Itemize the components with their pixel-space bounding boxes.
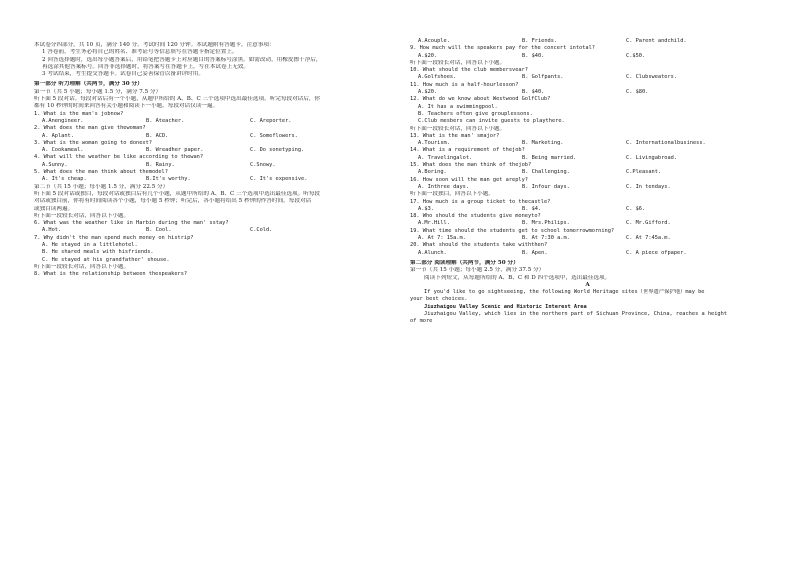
option-c[interactable]: C.$50. <box>626 52 646 59</box>
part1-sec2-title: 第二节（共 15 小题；每小题 1.5 分，满分 22.5 分） <box>34 183 169 190</box>
option-a[interactable]: A. Aplant. <box>42 132 74 139</box>
question-19-options <box>410 235 765 242</box>
option-c[interactable]: C. At 7:45a.m. <box>626 235 671 242</box>
question-4-options <box>34 162 399 169</box>
option-c[interactable]: C. Livingabroad. <box>626 154 678 161</box>
option-b[interactable]: B. Golfpants. <box>522 74 564 81</box>
option-c[interactable]: C.Snowy. <box>250 161 276 168</box>
notice-item-1: 1 答卷前，考生务必将自己的姓名、准考证号等信息填写在答题卡指定位置上。 <box>42 49 238 56</box>
option-b[interactable]: B. $40. <box>522 89 545 96</box>
option-a[interactable]: A. It's cheap. <box>42 176 87 183</box>
option-b[interactable]: B. Challenging. <box>522 169 570 176</box>
question-4-stem: 4. What will the weather be like according to thewan? <box>34 154 204 161</box>
option-b[interactable]: B. Cool. <box>146 227 172 234</box>
option-b[interactable]: B. $40. <box>522 52 545 59</box>
option-b[interactable]: B.It's worthy. <box>146 176 191 183</box>
question-11-stem: 11. How much is a half-hourlesson? <box>410 81 519 88</box>
question-2-stem: 2. What does the man give thewoman? <box>34 125 146 132</box>
question-5-options <box>34 176 399 183</box>
question-7-option-c[interactable]: C. He stayed at his grandfather' shouse. <box>42 256 170 263</box>
part1-title: 第一部分 听力理解（共两节，满分 30 分） <box>34 81 143 88</box>
option-b[interactable]: B. Mrs.Philips. <box>522 220 570 227</box>
notice-item-3: 3 考试结束，考生提交答题卡。试卷自己妥善保管以备讲评时用。 <box>42 71 204 78</box>
option-b[interactable]: B. $4. <box>522 205 542 212</box>
left-column <box>34 42 399 279</box>
option-b[interactable]: B. Ateacher. <box>146 117 185 124</box>
site-text-1: Jiuzhaigou Valley, which lies in the northern part of Sichuan Province, China, reaches a height <box>424 310 727 317</box>
question-13-stem: 13. What is the man' smajor? <box>410 132 500 139</box>
question-6-options <box>34 227 399 234</box>
part1-sec2-instr-2: 对话或独白前，你将有时间阅读各个小题，每小题 5 秒钟；听完后，各小题将给出 5 秒钟的作答时间。每段对话 <box>34 198 312 205</box>
option-c[interactable]: C. Areporter. <box>250 117 292 124</box>
question-12-stem: 12. What do we know about Westwood GolfClub? <box>410 96 551 103</box>
question-16-stem: 16. How soon will the man get areply? <box>410 176 528 183</box>
option-a[interactable]: A. At 7: 15a.m. <box>418 235 466 242</box>
listen-instruction: 听下面一段较长对话，回答以下小题。 <box>34 263 130 270</box>
site-title: Jiuzhaigou Valley Scenic and Historic Interest Area <box>424 303 587 310</box>
part1-sec1-instr-1: 听下面 5 段对话。每段对话后有一个小题，从题中所给的 A、B、C 三个选项中选出最佳选项。听完每段对话后，你 <box>34 96 321 103</box>
part1-sec1-title: 第一节（共 5 小题；每小题 1.5 分，满分 7.5 分） <box>34 88 162 95</box>
listen-instruction: 听下面一段独白，回答以下小题。 <box>410 191 494 198</box>
question-8-stem: 8. What is the relationship between thespeakers? <box>34 271 188 278</box>
question-12-option-c[interactable]: C.Club mesbers can invite guests to playthere. <box>418 118 565 125</box>
question-14-stem: 14. What is a requirement of thejob? <box>410 147 525 154</box>
question-7-option-b[interactable]: B. He shared meals with hisfriends. <box>42 249 154 256</box>
option-c[interactable]: C. Clubsweaters. <box>626 74 678 81</box>
option-c[interactable]: C. A piece ofpaper. <box>626 249 687 256</box>
part2-sec1-title: 第一节（共 15 小题；每小题 2.5 分，满分 37.5 分） <box>410 267 545 274</box>
question-11-options <box>410 89 765 96</box>
option-a[interactable]: A.Acouple. <box>418 38 450 44</box>
option-c[interactable]: C. It's expensive. <box>250 176 308 183</box>
option-a[interactable]: A.Tourism. <box>418 140 450 147</box>
question-6-stem: 6. What was the weather like in Harbin during the man' sstay? <box>34 220 229 227</box>
option-c[interactable]: C. Parent andchild. <box>626 38 687 44</box>
question-20-stem: 20. What should the students take withthen? <box>410 242 548 249</box>
question-5-stem: 5. What does the man think about themodel? <box>34 169 168 176</box>
option-b[interactable]: B. Friends. <box>522 38 558 44</box>
question-12-option-b[interactable]: B. Teachers often give grouplessons. <box>418 110 533 117</box>
notice-item-2-cont: 再选涂其他答案标号。回答非选择题时，将答案写在答题卡上，写在本试卷上无效。 <box>42 63 249 70</box>
option-a[interactable]: A.$3. <box>418 205 434 212</box>
option-c[interactable]: C.Pleasant. <box>626 169 662 176</box>
option-b[interactable]: B. Rainy. <box>146 161 175 168</box>
question-10-options <box>410 74 765 81</box>
part2-instruction: 阅读下列短文，从每题所给的 A、B、C 和 D 四个选项中，选出最佳选项。 <box>424 274 611 281</box>
part1-sec2-instr-3: 或独白读两遍。 <box>34 205 74 212</box>
question-10-stem: 10. What should the club membersvear? <box>410 67 528 74</box>
option-a[interactable]: A.Anengineer. <box>42 117 84 124</box>
question-8-options <box>410 38 765 45</box>
notice-intro: 本试卷分四部分，共 10 页，满分 140 分。考试时间 120 分钟。本试题附有答题卡，注意事项： <box>34 42 275 48</box>
question-16-options <box>410 184 765 191</box>
question-14-options <box>410 155 765 162</box>
passage-letter: A <box>585 281 590 288</box>
right-column <box>410 38 765 326</box>
option-c[interactable]: C. Internationalbusiness. <box>626 140 706 147</box>
part2-title: 第二部分 阅读理解（共两节，满分 50 分） <box>410 259 519 266</box>
question-18-stem: 18. Who should the students give moneyto? <box>410 213 541 220</box>
notice-item-2: 2 回答选择题时，选出每小题答案后，用铅笔把答题卡上对应题目的答案标号涂黑。如需改动，用橡皮擦干净后， <box>42 56 322 63</box>
option-b[interactable]: B. Marketing. <box>522 140 564 147</box>
option-a[interactable]: A. Inthree days. <box>418 183 470 190</box>
option-c[interactable]: C. Do sonetyping. <box>250 147 305 154</box>
question-9-options <box>410 53 765 60</box>
question-7-stem: 7. Why didn't the man spend much money on histrip? <box>34 234 194 241</box>
question-19-stem: 19. What time should the students get to school tomorrowmorning? <box>410 227 615 234</box>
question-18-options <box>410 220 765 227</box>
question-15-options <box>410 169 765 176</box>
option-a[interactable]: A.Hot. <box>42 227 62 234</box>
option-b[interactable]: B. Apen. <box>522 249 548 256</box>
option-a[interactable]: A.Alunch. <box>418 249 447 256</box>
option-a[interactable]: A.Mr.Hill. <box>418 220 450 227</box>
listen-instruction: 听下面一段较长对话，回答以下小题。 <box>410 59 506 66</box>
part1-sec1-instr-2: 都有 10 秒钟的时间来回答有关小题和阅读下一小题。每段对话仅读一遍。 <box>34 103 219 110</box>
part1-sec2-instr-1: 听下面 5 段对话或独白，每段对话或独白后有几个小题，从题中所给的 A、B、C 三个选项中选出最佳选项。听每段 <box>34 190 321 197</box>
option-a[interactable]: A. Travelingalot. <box>418 154 473 161</box>
question-1-stem: 1. What is the man's jobnow? <box>34 110 124 117</box>
question-7-option-a[interactable]: A. He stayed in a littlehotel. <box>42 242 138 249</box>
option-a[interactable]: A.$20. <box>418 52 438 59</box>
option-a[interactable]: A.Boring. <box>418 169 447 176</box>
option-a[interactable]: A.Sunny. <box>42 161 68 168</box>
passage-intro-2: your best choices. <box>410 296 468 303</box>
option-a[interactable]: A. Cookameal. <box>42 147 84 154</box>
option-b[interactable]: B. Wreadher paper. <box>146 147 204 154</box>
option-b[interactable]: B. Infour days. <box>522 183 570 190</box>
question-17-options <box>410 206 765 213</box>
question-15-stem: 15. What does the man think of thejob? <box>410 162 532 169</box>
question-9-stem: 9. How much will the speakers pay for the concert intotal? <box>410 45 595 52</box>
option-b[interactable]: B. Being married. <box>522 154 577 161</box>
question-3-stem: 3. What is the woman going to donext? <box>34 139 152 146</box>
option-a[interactable]: A.Golfshoes. <box>418 74 457 81</box>
option-a[interactable]: A.$20. <box>418 89 438 96</box>
option-c[interactable]: C. $80. <box>626 89 649 96</box>
listen-instruction: 听下面一段较长对话，回答以下小题。 <box>34 212 130 219</box>
option-c[interactable]: C. In tendays. <box>626 183 671 190</box>
question-17-stem: 17. How much is a group ticket to thecastle? <box>410 198 551 205</box>
question-20-options <box>410 250 765 257</box>
listen-instruction: 听下面一段较长对话，回答以下小题。 <box>410 125 506 132</box>
site-text-2: of more <box>410 318 433 325</box>
option-b[interactable]: B. ACD. <box>146 132 169 139</box>
option-c[interactable]: C. Someflowers. <box>250 132 298 139</box>
question-3-options <box>34 147 399 154</box>
passage-intro-1: If you'd like to go sightseeing, the following World Heritage sites（世界遗产保护地）may be <box>424 289 705 296</box>
option-b[interactable]: B. At 7:30 a.m. <box>522 235 570 242</box>
question-13-options <box>410 140 765 147</box>
question-1-options <box>34 118 399 125</box>
option-c[interactable]: C. $6. <box>626 205 646 212</box>
question-2-options <box>34 133 399 140</box>
option-c[interactable]: C.Cold. <box>250 227 273 234</box>
question-12-option-a[interactable]: A. It has a swimmingpool. <box>418 103 498 110</box>
option-c[interactable]: C. Mr.Gifford. <box>626 220 671 227</box>
